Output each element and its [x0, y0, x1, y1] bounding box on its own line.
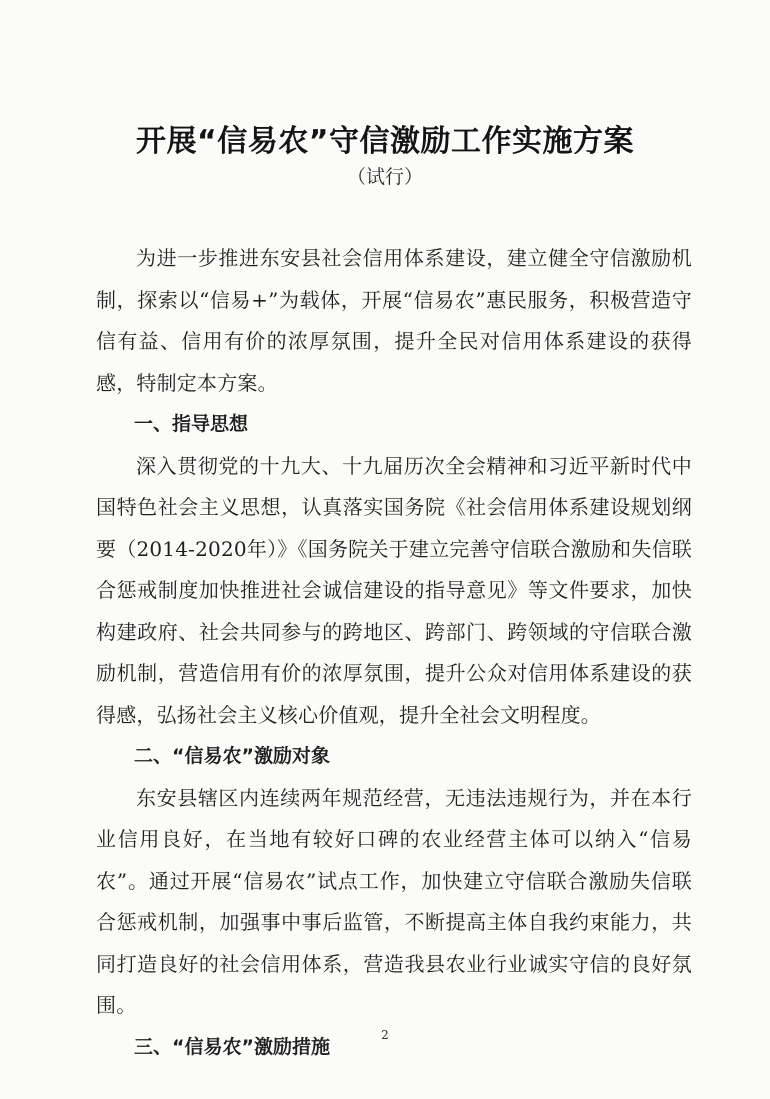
section-heading-incentive-targets: 二、“信易农”激励对象: [134, 745, 330, 767]
paragraph-incentive-targets: 东安县辖区内连续两年规范经营，无违法违规行为，并在本行业信用良好，在当地有较好口碑的农业经营主体可以纳入“信易农”。通过开展“信易农”试点工作，加快建立守信联合激励失信联合惩戒机制，加强事中事后监管，不断提高主体自我约束能力，共同打造良好的社会信用体系，营造我县农业行业诚实守信的良好氛围。: [96, 785, 692, 1017]
section-heading-guiding-ideology: 一、指导思想: [134, 413, 249, 435]
paragraph-guiding-ideology: 深入贯彻党的十九大、十九届历次全会精神和习近平新时代中国特色社会主义思想，认真落实国务院《社会信用体系建设规划纲要（2014-2020年）》《国务院关于建立完善守信联合激励和失信联合惩戒制度加快推进社会诚信建设的指导意见》等文件要求，加快构建政府、社会共同参与的跨地区、跨部门、跨领域的守信联合激励机制，营造信用有价的浓厚氛围，提升公众对信用体系建设的获得感，弘扬社会主义核心价值观，提升全社会文明程度。: [96, 453, 692, 727]
section-heading-incentive-measures: 三、“信易农”激励措施: [134, 1035, 330, 1058]
document-body: [96, 238, 692, 1068]
document-title: 开展“信易农”守信激励工作实施方案: [136, 124, 634, 159]
page-number: 2: [381, 1028, 389, 1042]
paragraph-intro: 为进一步推进东安县社会信用体系建设，建立健全守信激励机制，探索以“信易+”为载体，开展“信易农”惠民服务，积极营造守信有益、信用有价的浓厚氛围，提升全民对信用体系建设的获得感，特制定本方案。: [96, 246, 692, 395]
document-subtitle: （试行）: [346, 166, 423, 188]
